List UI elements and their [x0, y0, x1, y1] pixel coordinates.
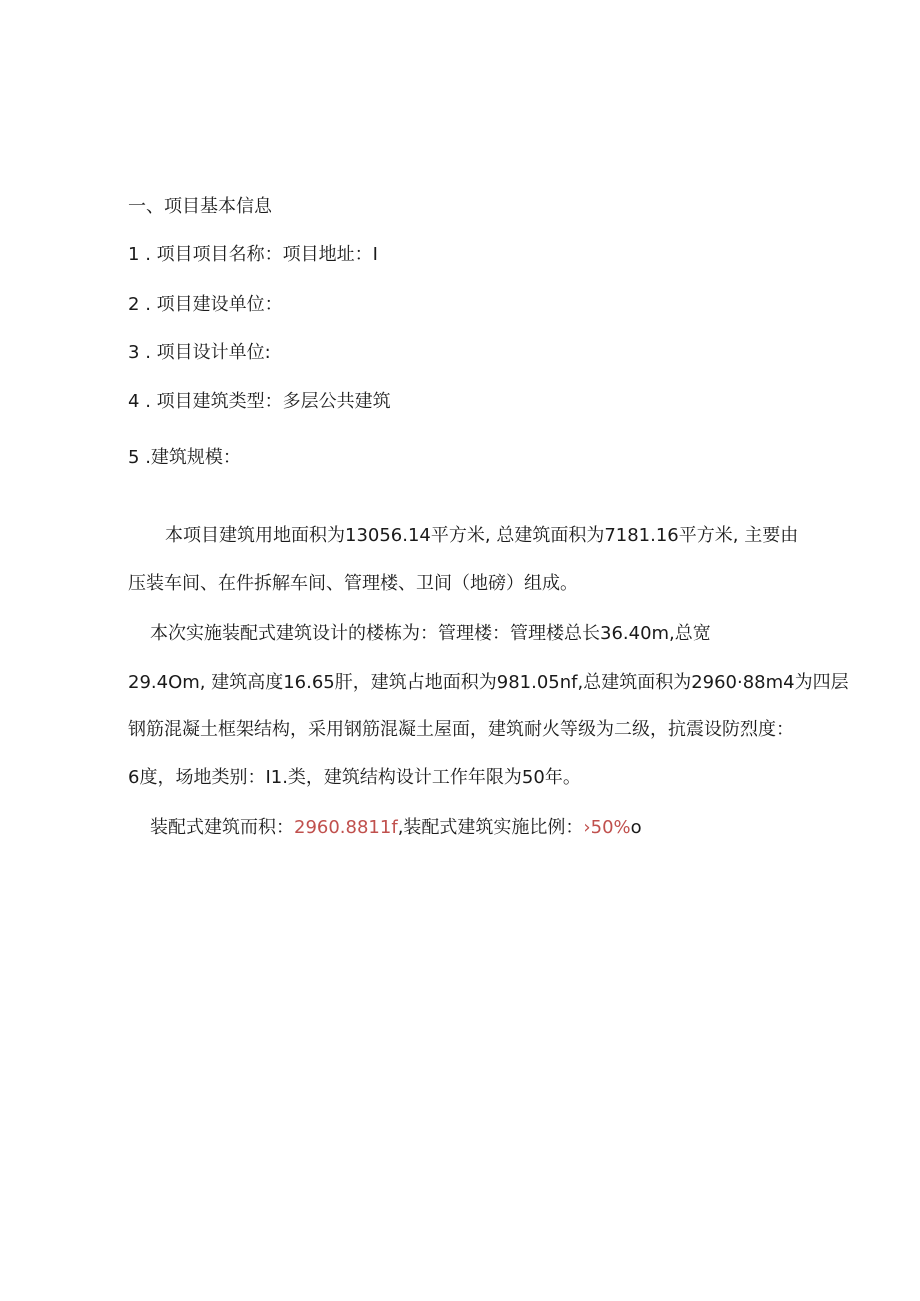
summary-line — [150, 816, 642, 840]
item-text: . 项目项目名称：项目地址：I — [145, 244, 378, 265]
list-item — [128, 293, 283, 317]
paragraph-line: 钢筋混凝土框架结构，采用钢筋混凝土屋面，建筑耐火等级为二级，抗震设防烈度： — [128, 719, 794, 740]
item-number: 4 — [128, 391, 140, 412]
item-text: . 项目建筑类型：多层公共建筑 — [145, 391, 391, 412]
paragraph-line: 29.4Om, 建筑高度16.65肝，建筑占地面积为981.05nf,总建筑面积为2960·88m4为四层 — [128, 672, 849, 693]
list-item — [128, 243, 378, 267]
assembly-area-value: 2960.8811f — [294, 817, 398, 838]
paragraph-line: 压装车间、在件拆解车间、管理楼、卫间（地磅）组成。 — [128, 573, 578, 594]
item-number: 2 — [128, 294, 140, 315]
assembly-ratio-value: ›50% — [583, 817, 631, 838]
paragraph-line: 本项目建筑用地面积为13056.14平方米, 总建筑面积为7181.16平方米, 主要由 — [165, 525, 799, 546]
item-number: 5 — [128, 447, 140, 468]
paragraph-line: 本次实施装配式建筑设计的楼栋为：管理楼：管理楼总长36.40m,总宽 — [150, 623, 711, 644]
assembly-area-label: 装配式建筑而积： — [150, 817, 294, 838]
section-heading: 一、项目基本信息 — [128, 196, 272, 217]
item-number: 1 — [128, 244, 140, 265]
trailing-char: o — [630, 817, 642, 838]
item-text: . 项目设计单位: — [145, 342, 271, 363]
list-item — [128, 390, 391, 414]
list-item — [128, 446, 241, 470]
list-item — [128, 341, 271, 365]
item-text: .建筑规模： — [145, 447, 241, 468]
item-number: 3 — [128, 342, 140, 363]
paragraph-line: 6度，场地类别：I1.类，建筑结构设计工作年限为50年。 — [128, 767, 581, 788]
assembly-ratio-label: ,装配式建筑实施比例： — [397, 817, 584, 838]
item-text: . 项目建设单位： — [145, 294, 283, 315]
